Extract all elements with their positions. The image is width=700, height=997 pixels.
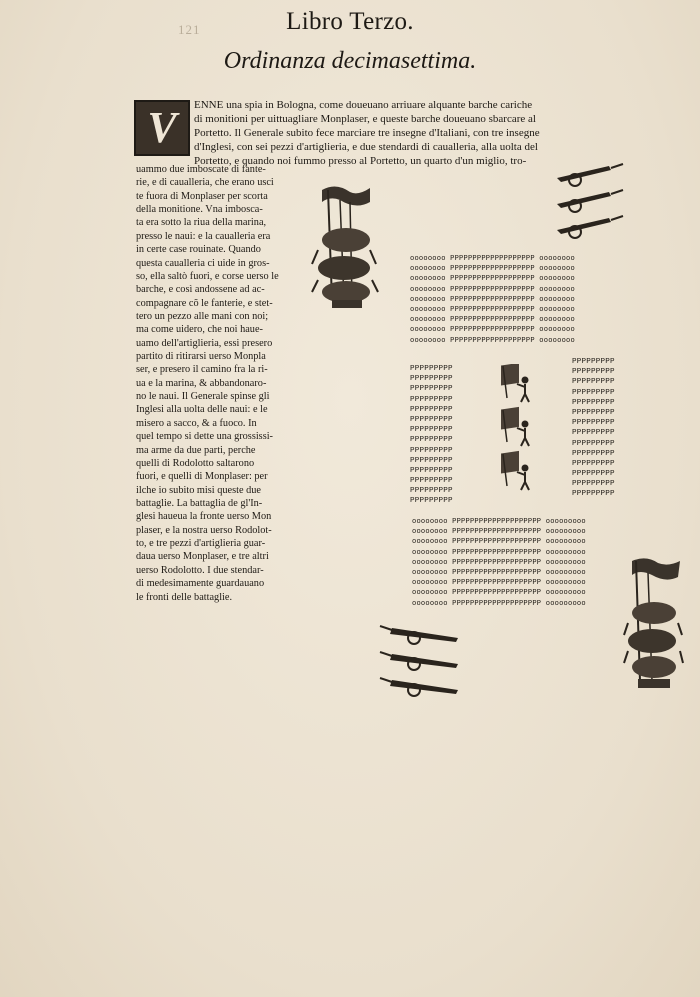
- pikemen-rank: PPPPPPPPPPPPPPPPPPPP: [452, 528, 542, 537]
- pikemen-rank: PPPPPPPPPPPPPPPPPPP: [450, 295, 535, 304]
- column-line: to, e tre pezzi d'artiglieria guar-: [136, 538, 266, 550]
- flank-rank: PPPPPPPPP: [410, 375, 453, 384]
- standard-bearer-group: [497, 364, 541, 494]
- column-line: daua uerso Monplaser, e tre altri: [136, 551, 269, 563]
- column-line: glesi haueua la fronte uerso Mon: [136, 511, 272, 523]
- formation-row: [410, 295, 575, 305]
- column-line: questa caualleria ci uide in gros-: [136, 257, 270, 269]
- pikemen-rank: PPPPPPPPPPPPPPPPPPP: [450, 275, 535, 284]
- flank-rank: PPPPPPPPP: [410, 415, 453, 424]
- formation-row: [412, 527, 586, 537]
- text-line: Portetto, e quando noi fummo presso al Portetto, un quarto d'un miglio, tro-: [194, 155, 527, 167]
- arquebusier-rank: ooooooooo: [545, 579, 586, 588]
- faint-page-number: 121: [178, 22, 201, 37]
- arquebusier-rank: oooooooo: [539, 316, 575, 325]
- arquebusier-rank: ooooooooo: [545, 518, 586, 526]
- arquebusier-rank: oooooooo: [410, 326, 446, 335]
- flank-rank: PPPPPPPPP: [410, 466, 453, 475]
- battle-formation-2: [412, 517, 586, 609]
- flank-rank: PPPPPPPPP: [572, 408, 615, 417]
- text-line: d'Inglesi, con sei pezzi d'artiglieria, e due stendardi di caualleria, alla uolta del: [194, 141, 538, 153]
- formation-row: [412, 588, 586, 598]
- arquebusier-rank: oooooooo: [410, 265, 446, 274]
- cannon-woodcut-icon: [557, 164, 623, 186]
- running-head: Libro Terzo.: [286, 8, 414, 35]
- flank-rank: PPPPPPPPP: [410, 436, 453, 445]
- flank-rank: PPPPPPPPP: [572, 449, 615, 458]
- column-line: plaser, e la nostra uerso Rodolot-: [136, 524, 272, 536]
- cannon-woodcut-icon: [557, 190, 623, 212]
- column-line: uammo due imboscate di fante-: [136, 164, 266, 175]
- arquebusier-rank: oooooooo: [539, 336, 575, 345]
- column-line: le fronti delle battaglie.: [136, 591, 233, 603]
- pikemen-rank: PPPPPPPPPPPPPPPPPPPP: [452, 538, 542, 547]
- arquebusier-rank: oooooooo: [412, 589, 448, 598]
- narrow-text-column: [136, 163, 279, 604]
- arquebusier-rank: oooooooo: [410, 275, 446, 284]
- flank-rank: PPPPPPPPP: [410, 426, 453, 435]
- flank-rank: PPPPPPPPP: [572, 358, 615, 366]
- arquebusier-rank: oooooooo: [412, 518, 448, 526]
- column-line: battaglie. La battaglia de gl'In-: [136, 497, 263, 509]
- arquebusier-rank: oooooooo: [539, 285, 575, 294]
- flank-rank: PPPPPPPPP: [410, 405, 453, 414]
- cannon-woodcut-icon: [380, 678, 458, 696]
- formation-row: [412, 548, 586, 558]
- drop-cap-letter: V: [147, 103, 177, 152]
- text-line: di monitioni per uittuagliare Monplaser, e queste barche doueuano sbarcare al: [194, 113, 536, 125]
- arquebusier-rank: oooooooo: [410, 255, 446, 263]
- column-line: fuori, e quelli di Monplaser: per: [136, 471, 268, 483]
- formation-row: [410, 336, 575, 346]
- formation-row: [412, 568, 586, 578]
- column-line: di medesimamente guardauano: [136, 578, 265, 590]
- cavalry-woodcut-icon: [622, 555, 684, 693]
- flank-rank: PPPPPPPPP: [410, 365, 453, 373]
- pikemen-rank: PPPPPPPPPPPPPPPPPPP: [450, 305, 535, 314]
- column-line: tero un pezzo alle mani con noi;: [136, 310, 269, 322]
- standard-bearer-icon: [501, 451, 529, 490]
- formation-row: [410, 285, 575, 295]
- pikemen-rank: PPPPPPPPPPPPPPPPPPP: [450, 316, 535, 325]
- arquebusier-rank: oooooooo: [539, 305, 575, 314]
- formation-row: [412, 558, 586, 568]
- flank-rank: PPPPPPPPP: [572, 368, 615, 377]
- pikemen-rank: PPPPPPPPPPPPPPPPPPPP: [452, 558, 542, 567]
- battle-formation-1: [410, 254, 575, 346]
- column-line: uerso Rodolotto. I due stendar-: [136, 564, 264, 576]
- flank-rank: PPPPPPPPP: [410, 395, 453, 404]
- arquebusier-rank: oooooooo: [410, 316, 446, 325]
- flank-rank: PPPPPPPPP: [572, 398, 615, 407]
- flank-rank: PPPPPPPPP: [410, 385, 453, 394]
- arquebusier-rank: ooooooooo: [545, 548, 586, 557]
- cannon-woodcut-icon: [380, 652, 458, 670]
- formation-row: [412, 517, 586, 527]
- pikemen-rank: PPPPPPPPPPPPPPPPPPP: [450, 326, 535, 335]
- column-line: Inglesi alla uolta delle naui: e le: [136, 404, 268, 416]
- column-line: so, ella saltò fuori, e corse uerso le: [136, 270, 279, 282]
- flank-rank: PPPPPPPPP: [410, 487, 453, 496]
- flank-rank: PPPPPPPPP: [572, 490, 615, 499]
- flank-rank: PPPPPPPPP: [572, 459, 615, 468]
- formation-row: [410, 274, 575, 284]
- arquebusier-rank: ooooooooo: [545, 599, 586, 608]
- cannon-group-top-right: [553, 160, 625, 242]
- formation-row: [410, 264, 575, 274]
- left-flank-pikes: [410, 364, 453, 507]
- column-line: quel tempo si dette una grossissi-: [136, 431, 273, 443]
- arquebusier-rank: oooooooo: [539, 295, 575, 304]
- arquebusier-rank: oooooooo: [412, 568, 448, 577]
- arquebusier-rank: oooooooo: [412, 579, 448, 588]
- arquebusier-rank: oooooooo: [412, 548, 448, 557]
- cannon-woodcut-icon: [557, 216, 623, 238]
- arquebusier-rank: oooooooo: [412, 538, 448, 547]
- flank-rank: PPPPPPPPP: [410, 497, 453, 506]
- column-line: ser, e presero il camino fra la ri-: [136, 364, 268, 376]
- pikemen-rank: PPPPPPPPPPPPPPPPPPPP: [452, 589, 542, 598]
- flank-rank: PPPPPPPPP: [572, 378, 615, 387]
- cannon-woodcut-icon: [380, 626, 458, 644]
- arquebusier-rank: ooooooooo: [545, 589, 586, 598]
- column-line: no le naui. Il Generale spinse gli: [136, 391, 270, 403]
- arquebusier-rank: oooooooo: [410, 336, 446, 345]
- text-line: Portetto. Il Generale subito fece marciare tre insegne d'Italiani, con tre insegne: [194, 127, 540, 139]
- standard-bearer-icon: [501, 407, 529, 446]
- cannon-group-bottom-left: [378, 620, 462, 698]
- formation-row: [412, 578, 586, 588]
- column-line: compagnare cõ le fanterie, e stet-: [136, 297, 273, 309]
- arquebusier-rank: oooooooo: [539, 275, 575, 284]
- flank-rank: PPPPPPPPP: [572, 429, 615, 438]
- formation-row: [410, 315, 575, 325]
- arquebusier-rank: oooooooo: [412, 558, 448, 567]
- flank-rank: PPPPPPPPP: [410, 477, 453, 486]
- column-line: misero a sacco, & a fuoco. In: [136, 417, 257, 429]
- flank-rank: PPPPPPPPP: [410, 446, 453, 455]
- text-line: ENNE una spia in Bologna, come doueuano arriuare alquante barche cariche: [194, 99, 533, 111]
- flank-rank: PPPPPPPPP: [572, 419, 615, 428]
- flank-rank: PPPPPPPPP: [572, 439, 615, 448]
- formation-row: [410, 305, 575, 315]
- arquebusier-rank: oooooooo: [410, 295, 446, 304]
- flank-rank: PPPPPPPPP: [572, 388, 615, 397]
- pikemen-rank: PPPPPPPPPPPPPPPPPPPP: [452, 568, 542, 577]
- arquebusier-rank: ooooooooo: [545, 558, 586, 567]
- column-line: te fuora di Monplaser per scorta: [136, 190, 268, 202]
- column-line: ua e la marina, & abbandonaro-: [136, 377, 267, 389]
- column-line: ta era sotto la riua della marina,: [136, 217, 267, 229]
- arquebusier-rank: oooooooo: [410, 285, 446, 294]
- column-line: uamo dell'artiglieria, essi presero: [136, 337, 273, 349]
- column-line: quelli di Rodolotto saltarono: [136, 457, 255, 469]
- arquebusier-rank: oooooooo: [539, 255, 575, 263]
- column-line: in certe case rouinate. Quando: [136, 244, 261, 256]
- column-line: partito di ritirarsi uerso Monpla: [136, 351, 266, 363]
- arquebusier-rank: oooooooo: [412, 599, 448, 608]
- pikemen-rank: PPPPPPPPPPPPPPPPPPP: [450, 265, 535, 274]
- arquebusier-rank: oooooooo: [412, 528, 448, 537]
- arquebusier-rank: ooooooooo: [545, 568, 586, 577]
- column-line: presso le naui: e la caualleria era: [136, 230, 271, 242]
- flank-rank: PPPPPPPPP: [572, 470, 615, 479]
- column-line: ilche io subito misi queste due: [136, 484, 261, 496]
- flank-rank: PPPPPPPPP: [410, 456, 453, 465]
- column-line: della monitione. Vna imbosca-: [136, 204, 263, 216]
- arquebusier-rank: oooooooo: [539, 326, 575, 335]
- standard-bearer-icon: [501, 364, 529, 402]
- cavalry-woodcut-icon: [310, 180, 380, 315]
- right-flank-pikes: [572, 357, 615, 500]
- arquebusier-rank: oooooooo: [539, 265, 575, 274]
- column-line: barche, e così andossene ad ac-: [136, 284, 265, 296]
- arquebusier-rank: oooooooo: [410, 305, 446, 314]
- formation-row: [412, 599, 586, 609]
- formation-row: [410, 254, 575, 264]
- pikemen-rank: PPPPPPPPPPPPPPPPPPPP: [452, 548, 542, 557]
- pikemen-rank: PPPPPPPPPPPPPPPPPPPP: [452, 579, 542, 588]
- arquebusier-rank: ooooooooo: [545, 538, 586, 547]
- pikemen-rank: PPPPPPPPPPPPPPPPPPP: [450, 336, 535, 345]
- pikemen-rank: PPPPPPPPPPPPPPPPPPPP: [452, 518, 542, 526]
- formation-row: [410, 325, 575, 335]
- chapter-title: Ordinanza decimasettima.: [223, 48, 477, 74]
- formation-row: [412, 537, 586, 547]
- column-line: rie, e di caualleria, che erano usci: [136, 177, 274, 189]
- flank-rank: PPPPPPPPP: [572, 480, 615, 489]
- arquebusier-rank: ooooooooo: [545, 528, 586, 537]
- pikemen-rank: PPPPPPPPPPPPPPPPPPP: [450, 285, 535, 294]
- pikemen-rank: PPPPPPPPPPPPPPPPPPP: [450, 255, 535, 263]
- drop-cap-initial: [134, 100, 190, 156]
- column-line: ma come uidero, che noi haue-: [136, 324, 263, 336]
- pikemen-rank: PPPPPPPPPPPPPPPPPPPP: [452, 599, 542, 608]
- column-line: ma arme da due parti, perche: [136, 444, 256, 456]
